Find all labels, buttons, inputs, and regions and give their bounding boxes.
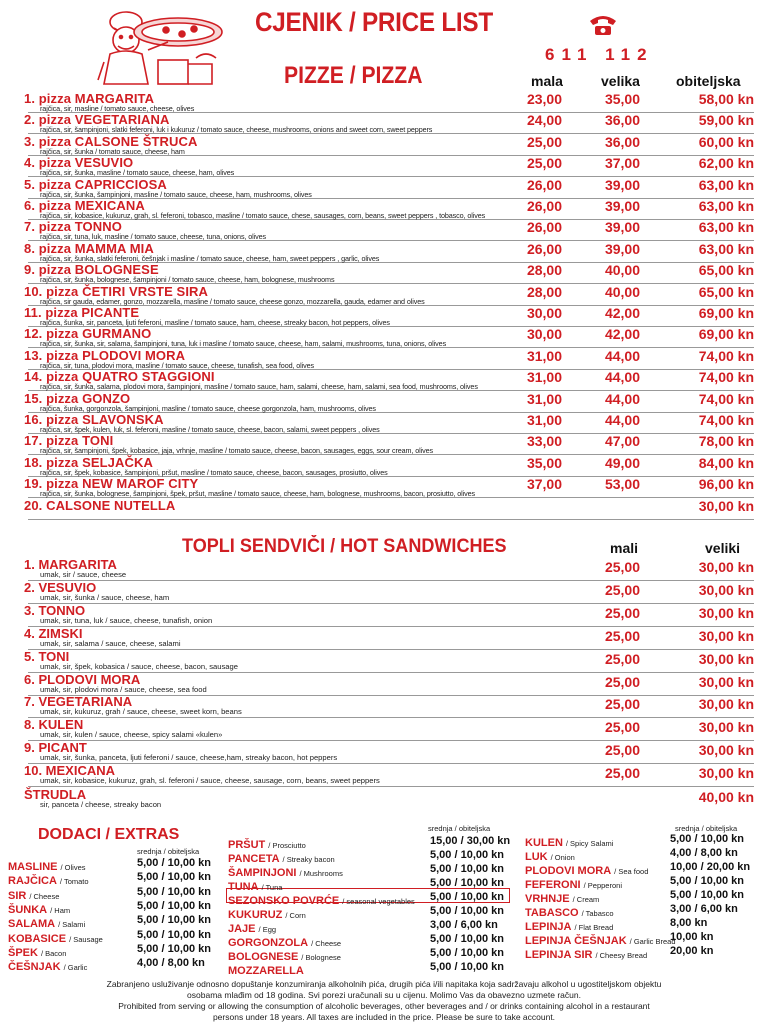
item-name: 5. TONI [24,648,70,664]
extra-name: SEZONSKO POVRĆE [228,895,340,907]
extras-row [525,847,738,863]
item-price: 58,00 kn [698,91,754,107]
item-name: 15. pizza GONZO [24,390,131,406]
item-price: 26,00 [526,176,562,193]
item-price: 25,00 [604,696,640,713]
extras-row [525,861,751,877]
item-name: 6. PLODOVI MORA [24,671,141,687]
extras-row [525,945,714,961]
extra-name: RAJČICA [8,875,57,888]
item-price: 69,00 kn [698,326,754,343]
item-price: 63,00 kn [698,198,754,214]
item-price: 63,00 kn [698,240,754,257]
extras-subheader-col2: srednja / obiteljska [428,824,491,833]
extra-name: ŠAMPINJONI [228,867,297,879]
item-description: umak, sir, šunka / sauce, cheese, ham [40,592,170,602]
extras-subheader-col3: srednja / obiteljska [675,824,738,833]
extra-name: LEPINJA [525,921,572,933]
item-price: 30,00 kn [698,581,754,598]
item-name: 14. pizza QUATRO STAGGIONI [24,369,215,385]
item-description: rajčica, sir, špek, kobasice, šampinjoni, pršut, masline / tomato sauce, cheese, bacon, sausages, prosiutto, olives [40,467,388,477]
item-price: 53,00 [604,476,640,493]
extra-price: 4,00 / 8,00 kn [137,957,205,970]
item-price: 25,00 [526,155,562,172]
extra-name: BOLOGNESE [228,951,299,963]
menu-row [6,764,754,787]
extra-price: 5,00 / 10,00 kn [137,885,211,898]
item-description: umak, sir, kukuruz, grah / sauce, cheese, sweet korn, beans [40,707,242,717]
menu-row [6,413,754,434]
item-price: 74,00 kn [698,347,754,364]
item-price: 30,00 kn [698,627,754,644]
item-price: 25,00 [604,627,640,644]
item-name: 1. pizza MARGARITA [24,91,155,106]
item-price: 44,00 [604,347,640,364]
extra-price: 5,00 / 10,00 kn [430,947,504,959]
item-price: 26,00 [526,240,562,257]
extras-row [525,917,708,933]
item-name: 4. pizza VESUVIO [24,155,134,171]
footer-line: Prohibited from serving or allowing the consumption of alcoholic beverages, other beverages and / or drinks containing alcohol in a restaurant [118,1001,650,1011]
item-price: 25,00 [604,559,640,575]
extra-translation: / Sausage [69,934,103,944]
item-description: rajčica, sir, tuna, luk, masline / tomato sauce, cheese, tuna, onions, olives [40,232,267,242]
menu-row [6,113,754,134]
extras-row [228,905,504,921]
menu-row [6,434,754,455]
item-price: 39,00 [604,176,640,193]
extra-name: VRHNJE [525,893,570,905]
extra-price: 5,00 / 10,00 kn [137,899,211,912]
extra-price: 5,00 / 10,00 kn [430,905,504,917]
extra-translation: / Tuna [261,883,283,892]
extra-name: ČEŠNJAK [8,961,61,974]
extra-price: 5,00 / 10,00 kn [670,875,744,887]
item-name: 20. CALSONE NUTELLA [24,497,176,513]
item-price: 28,00 [526,262,562,279]
extra-translation: / Spicy Salami [565,839,614,848]
extra-translation: / Garlic Bread [629,937,676,946]
extra-price: 3,00 / 6,00 kn [670,903,738,915]
item-description: rajčica, sir gauda, edamer, gonzo, mozzarella, masline / tomato sauce, cheese gonzo, mozzarella, gauda, edamer and olives [40,296,425,306]
extra-name: PLODOVI MORA [525,865,612,877]
extra-name: LEPINJA ČEŠNJAK [525,935,627,947]
item-price: 25,00 [604,673,640,690]
extras-row [8,942,211,959]
extras-row [228,947,504,963]
item-price: 40,00 [604,283,640,300]
item-price: 30,00 [526,305,562,321]
item-price: 25,00 [604,742,640,759]
item-name: 17. pizza TONI [24,433,114,449]
item-price: 35,00 [526,454,562,471]
extra-translation: / Cream [572,895,600,904]
extra-translation: / Pepperoni [583,881,622,890]
item-price: 63,00 kn [698,176,754,193]
menu-row [6,456,754,477]
item-price: 31,00 [526,412,562,428]
menu-row [6,306,754,327]
item-price: 59,00 kn [698,112,754,129]
extra-price: 5,00 / 10,00 kn [430,877,504,889]
menu-row [6,718,754,741]
item-name: 10. MEXICANA [24,763,116,779]
item-price: 62,00 kn [698,155,754,172]
item-price: 25,00 [604,765,640,782]
item-name: 2. pizza VEGETARIANA [24,112,170,128]
extra-name: TABASCO [525,907,579,919]
extra-price: 5,00 / 10,00 kn [430,863,504,875]
extra-price: 5,00 / 10,00 kn [430,961,504,973]
item-price: 60,00 kn [698,133,754,150]
extras-row [525,889,744,905]
item-price: 44,00 [604,369,640,386]
phone-number: 611 112 [545,45,654,64]
pizza-section-title: PIZZE / PIZZA [284,62,423,89]
item-description: rajčica, sir, šunka, masline / tomato sauce, cheese, ham, olives [40,168,235,178]
extras-row [8,857,211,873]
sandwich-section-title: TOPLI SENDVIČI / HOT SANDWICHES [182,536,507,557]
extra-translation: / Onion [550,853,575,862]
extra-price: 5,00 / 10,00 kn [670,833,744,845]
extra-translation: / Sea food [614,867,649,876]
footer-line: osobama mlađim od 18 godina. Svi porezi uračunali su u cijenu. Molimo Vas da obavezno uzmete račun. [187,990,581,1000]
item-description: rajčica, sir, šunka, sir, salama, šampinjoni, tuna, luk i masline / tomato sauce, cheese, ham, salami, mushrooms, tuna, onions, olives [40,339,447,349]
menu-row [6,263,754,284]
item-description: rajčica, sir, šunka, slatki feferoni, češnjak i masline / tomato sauce, cheese, ham, sweet peppers , garlic, olives [40,253,380,263]
item-price: 30,00 kn [698,650,754,667]
item-name: 8. pizza MAMMA MIA [24,240,154,256]
extra-price: 5,00 / 10,00 kn [137,857,211,869]
menu-row [6,499,754,520]
extras-row [228,933,504,949]
extra-price: 20,00 kn [670,945,714,957]
item-name: 11. pizza PICANTE [24,305,140,320]
item-description: umak, sir, kobasice, kukuruz, grah, sl. feferoni / sauce, cheese, sausage, corn, beans, sweet peppers [40,776,380,786]
menu-row [6,741,754,764]
menu-row [6,92,754,113]
size-header-large: velika [601,73,640,89]
item-name: 8. KULEN [24,717,84,733]
item-name: 3. pizza CALSONE ŠTRUCA [24,133,198,149]
extra-price: 5,00 / 10,00 kn [430,933,504,945]
item-price: 24,00 [526,112,562,129]
item-description: rajčica, sir, kobasice, kukuruz, grah, sl. feferoni, tobasco, masline / tomato sauce, chese, sausages, corn, beans, sweet peppers , tobasco, olives [40,211,486,220]
item-price: 74,00 kn [698,412,754,428]
item-price: 28,00 [526,283,562,300]
item-description: rajčica, sir, šunka / tomato sauce, cheese, ham [40,146,185,156]
menu-row [6,178,754,199]
item-name: 13. pizza PLODOVI MORA [24,347,186,363]
item-name: 3. TONNO [24,602,86,618]
item-price: 37,00 [526,476,562,493]
item-name: 6. pizza MEXICANA [24,198,145,213]
item-name: 4. ZIMSKI [24,625,83,641]
extra-price: 15,00 / 30,00 kn [430,835,511,847]
menu-row [6,156,754,177]
menu-row [6,392,754,413]
item-description: rajčica, sir, šampinjoni, špek, kobasice, jaja, vrhnje, masline / tomato sauce, cheese, bacon, sausages, eggs, sour cream, olives [40,446,433,456]
item-price: 30,00 kn [698,696,754,713]
extra-translation: / Corn [285,911,306,920]
item-price: 30,00 kn [698,765,754,782]
item-price: 39,00 [604,198,640,214]
extras-row [228,919,498,935]
item-name: 16. pizza SLAVONSKA [24,412,164,427]
extra-price: 8,00 kn [670,917,708,929]
item-price: 25,00 [604,650,640,667]
extra-name: PRŠUT [228,839,266,851]
extra-price: 5,00 / 10,00 kn [430,891,504,903]
item-name: 12. pizza GURMANO [24,326,152,342]
sandwich-size-small: mali [610,540,639,556]
extras-row [525,833,744,849]
item-price: 74,00 kn [698,390,754,407]
item-price: 39,00 [604,219,640,236]
menu-row [6,558,754,581]
item-description: umak, sir, kulen / sauce, cheese, spicy salami «kulen» [40,730,223,740]
item-description: umak, sir, tuna, luk / sauce, cheese, tunafish, onion [40,615,213,625]
item-name: ŠTRUDLA [24,787,87,802]
extra-name: ŠPEK [8,946,38,959]
item-description: rajčica, sir, šunka, salama, plodovi mora, šampinjoni, masline / tomato sauce, ham, salami, cheese, ham, salami, sea food, mushrooms, olives [40,382,478,392]
item-price: 25,00 [604,719,640,736]
chef-logo [96,2,232,88]
item-price: 30,00 kn [698,559,754,575]
item-description: rajčica, sir, šunka, bolognese, šampinjoni, špek, pršut, masline / tomato sauce, cheese, ham, bolognese, mushrooms, bacon, prosiutto, olives [40,489,476,499]
size-header-family: obiteljska [676,73,741,89]
item-name: 10. pizza ČETIRI VRSTE SIRA [24,283,209,299]
row-divider [28,786,754,787]
extra-name: KULEN [525,837,563,849]
extra-translation: / Olives [60,863,86,872]
extras-row [8,914,211,931]
extra-price: 5,00 / 10,00 kn [137,914,211,927]
extra-name: SALAMA [8,918,56,931]
item-name: 9. pizza BOLOGNESE [24,262,159,278]
item-price: 36,00 [604,112,640,129]
item-price: 30,00 kn [698,673,754,690]
item-name: 18. pizza SELJAČKA [24,454,153,470]
footer-line: persons under 18 years. All taxes are included in the price. Please be sure to take account. [212,1012,556,1022]
extra-name: TUNA [228,881,259,893]
item-description: umak, sir, plodovi mora / sauce, cheese, sea food [40,684,207,694]
extras-row [525,875,744,891]
item-name: 9. PICANT [24,740,87,756]
row-divider [28,519,754,520]
extras-row [228,849,504,865]
extra-name: FEFERONI [525,879,581,891]
extra-name: LEPINJA SIR [525,949,593,961]
item-price: 23,00 [526,91,562,107]
item-price: 42,00 [604,326,640,343]
item-name: 5. pizza CAPRICCIOSA [24,176,167,192]
item-price: 36,00 [604,133,640,150]
item-price: 25,00 [604,604,640,621]
item-price: 65,00 kn [698,262,754,279]
menu-row [6,788,754,811]
item-description: umak, sir, salama / sauce, cheese, salami [40,638,181,648]
extras-row [8,957,205,974]
extra-name: PANCETA [228,853,280,865]
item-price: 30,00 kn [698,497,754,514]
item-price: 26,00 [526,198,562,214]
extra-translation: / Tomato [59,877,89,887]
item-price: 39,00 [604,240,640,257]
item-name: 19. pizza NEW MAROF CITY [24,476,199,492]
extra-name: GORGONZOLA [228,937,309,949]
extra-translation: / Streaky bacon [282,855,335,864]
item-description: umak, sir, špek, kobasica / sauce, cheese, bacon, sausage [40,661,238,671]
extras-row [228,877,504,893]
item-description: rajčica, sir, šunka, bolognese, šampinjoni / tomato sauce, cheese, ham, bolognese, mushrooms [40,275,335,285]
extras-row [525,903,738,919]
extra-name: SIR [8,889,27,902]
extra-price: 5,00 / 10,00 kn [670,889,744,901]
item-price: 25,00 [526,133,562,150]
extras-row [228,961,504,977]
extra-translation: / Tabasco [581,909,614,918]
extras-row [228,863,504,879]
item-price: 30,00 kn [698,719,754,736]
extra-price: 5,00 / 10,00 kn [137,871,211,884]
footer-line: Zabranjeno usluživanje odnosno dopuštanje konzumiranja alkoholnih pića, drugih pića i/ili napitaka koja sadržavaju alkohol u ugostiteljskom objektu [106,979,662,989]
item-description: rajčica, sir, masline / tomato sauce, cheese, olives [40,104,195,113]
extra-price: 5,00 / 10,00 kn [137,928,211,941]
extra-name: LUK [525,851,548,863]
item-price: 26,00 [526,219,562,236]
extra-translation: / seasonal vegetables [342,897,415,906]
menu-row [6,370,754,391]
extras-title: DODACI / EXTRAS [38,826,180,843]
extra-price: 4,00 / 8,00 kn [670,847,738,859]
menu-row [6,135,754,156]
item-price: 96,00 kn [698,476,754,493]
item-price: 47,00 [604,433,640,450]
menu-row [6,695,754,718]
extra-translation: / Cheesy Bread [595,951,648,960]
item-price: 63,00 kn [698,219,754,236]
extras-subheader-col1: srednja / obiteljska [137,847,200,856]
item-price: 25,00 [604,581,640,598]
extra-price: 3,00 / 6,00 kn [430,919,498,931]
item-description: sir, panceta / cheese, streaky bacon [40,800,162,809]
sandwich-size-large: veliki [705,540,741,556]
item-price: 30,00 kn [698,742,754,759]
extras-row [8,928,211,945]
menu-row [6,673,754,696]
extra-translation: / Bolognese [301,953,341,962]
menu-row [6,199,754,220]
item-description: rajčica, sir, špek, kulen, luk, sl. feferoni, masline / tomato sauce, cheese, bacon, salami, sweet peppers , olives [40,425,380,434]
phone-icon [588,14,618,36]
extra-translation: / Bacon [40,948,67,958]
menu-row [6,349,754,370]
menu-row [6,327,754,348]
extra-translation: / Mushrooms [299,869,343,878]
extras-row [525,931,714,947]
menu-row [6,581,754,604]
item-name: 7. pizza TONNO [24,219,122,235]
item-price: 31,00 [526,347,562,364]
item-price: 37,00 [604,155,640,172]
extra-translation: / Prosciutto [268,841,306,850]
menu-row [6,242,754,263]
extra-name: KOBASICE [8,932,67,945]
extra-translation: / Egg [258,925,277,934]
extra-translation: / Garlic [63,963,88,973]
item-description: rajčica, sir, šampinjoni, slatki feferoni, luk i kukuruz / tomato sauce, cheese, mushrooms, onions and sweet corn, sweet peppers [40,125,433,135]
extras-row [228,835,511,851]
item-description: umak, sir, šunka, panceta, ljuti feferoni / sauce, cheese,ham, streaky bacon, hot peppers [40,753,338,763]
extra-translation: / Flat Bread [574,923,614,932]
item-price: 30,00 [526,326,562,343]
item-price: 44,00 [604,390,640,407]
menu-row [6,627,754,650]
item-price: 74,00 kn [698,369,754,386]
extra-translation: / Cheese [311,939,342,948]
item-description: rajčica, sir, tuna, plodovi mora, masline / tomato sauce, cheese, tunafish, sea food, olives [40,360,315,370]
item-price: 35,00 [604,91,640,107]
item-price: 69,00 kn [698,305,754,321]
item-name: 2. VESUVIO [24,579,97,595]
extras-row [8,871,211,888]
item-price: 33,00 [526,433,562,450]
item-price: 40,00 kn [698,789,754,805]
item-price: 65,00 kn [698,283,754,300]
item-price: 44,00 [604,412,640,428]
item-price: 31,00 [526,390,562,407]
extra-translation: / Cheese [29,891,60,901]
menu-row [6,604,754,627]
menu-row [6,477,754,498]
item-price: 30,00 kn [698,604,754,621]
item-price: 42,00 [604,305,640,321]
extra-price: 10,00 kn [670,931,714,943]
item-price: 40,00 [604,262,640,279]
item-description: rajčica, šunka, sir, panceta, ljuti feferoni, masline / tomato sauce, ham, cheese, streaky bacon, hot peppers, olives [40,318,390,327]
extras-row [8,885,211,902]
item-price: 31,00 [526,369,562,386]
extra-price: 5,00 / 10,00 kn [430,849,504,861]
menu-row [6,285,754,306]
item-name: 7. VEGETARIANA [24,694,133,710]
item-price: 84,00 kn [698,454,754,471]
extra-name: ŠUNKA [8,903,48,916]
item-price: 49,00 [604,454,640,471]
extra-price: 5,00 / 10,00 kn [137,942,211,955]
extra-name: KUKURUZ [228,909,283,921]
item-description: rajčica, sir, šunka, šampinjoni, masline / tomato sauce, cheese, ham, mushrooms, olives [40,189,312,199]
extra-name: MASLINE [8,861,58,873]
item-price: 78,00 kn [698,433,754,450]
item-description: umak, sir / sauce, cheese [40,570,127,579]
menu-row [6,650,754,673]
extras-row [8,899,211,916]
menu-row [6,220,754,241]
item-description: rajčica, šunka, gorgonzola, šampinjoni, masline / tomato sauce, cheese gorgonzola, ham, mushrooms, olives [40,403,376,413]
item-name: 1. MARGARITA [24,557,117,572]
extras-row [228,891,504,907]
extra-name: MOZZARELLA [228,965,304,977]
extra-translation: / Salami [58,920,86,930]
extra-price: 10,00 / 20,00 kn [670,861,751,873]
page-title: CJENIK / PRICE LIST [255,7,493,37]
extra-translation: / Ham [50,905,71,915]
size-header-small: mala [531,73,563,89]
extra-name: JAJE [228,923,256,935]
